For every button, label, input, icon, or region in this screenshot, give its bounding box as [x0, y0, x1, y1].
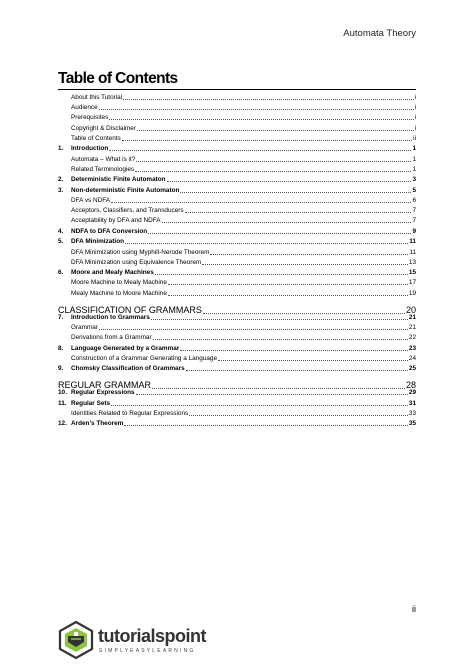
toc-dot-leader: [153, 334, 408, 340]
toc-entry-text: Related Terminologies: [71, 165, 135, 173]
toc-dot-leader: [168, 279, 408, 285]
toc-dot-leader: [168, 290, 408, 296]
toc-entry[interactable]: [58, 249, 416, 257]
logo-tagline: SIMPLYEASYLEARNING: [99, 648, 196, 654]
toc-dot-leader: [109, 114, 413, 120]
tutorialspoint-logo: [58, 618, 208, 662]
toc-entry-text: Moore Machine to Mealy Machine: [71, 279, 167, 287]
toc-entry-page: i: [414, 94, 416, 101]
toc-entry-page: 9: [412, 227, 416, 235]
toc-entry-text: Deterministic Finite Automaton: [71, 176, 166, 184]
toc-entry-number: 6.: [58, 269, 64, 277]
toc-entry-page: 3: [412, 176, 416, 184]
toc-dot-leader: [135, 166, 411, 172]
toc-entry-text: About this Tutorial: [71, 94, 123, 101]
toc-entry-text: REGULAR GRAMMAR: [58, 380, 152, 391]
toc-entry-text: Derivations from a Grammar: [71, 334, 152, 341]
toc-chapter-entry[interactable]: [58, 365, 416, 373]
toc-entry-page: 6: [412, 196, 416, 204]
toc-entry-text: Acceptors, Classifiers, and Transducers: [71, 207, 184, 215]
tutorialspoint-logo-icon: [58, 620, 94, 660]
toc-entry[interactable]: [58, 166, 416, 174]
toc-entry-page: 1: [412, 145, 416, 153]
toc-dot-leader: [123, 94, 413, 100]
toc-entry-text: DFA Minimization using Myphill-Nerode Theorem: [71, 248, 210, 256]
toc-entry-number: 1.: [58, 145, 64, 153]
toc-dot-leader: [186, 365, 408, 371]
toc-dot-leader: [210, 249, 408, 255]
toc-dot-leader: [137, 125, 414, 131]
toc-entry-number: 5.: [58, 238, 64, 246]
toc-dot-leader: [203, 306, 405, 314]
toc-entry-text: Table of Contents: [71, 134, 121, 142]
toc-dot-leader: [111, 400, 408, 406]
toc-entry-number: 11.: [58, 399, 67, 407]
toc-entry-text: Non-deterministic Finite Automaton: [71, 186, 180, 194]
toc-entry-page: 24: [408, 354, 416, 362]
toc-entry-page: 21: [408, 323, 416, 331]
toc-entry[interactable]: [58, 355, 416, 363]
toc-entry-text: Construction of a Grammar Generating a Language: [71, 354, 218, 362]
toc-dot-leader: [136, 156, 411, 162]
toc-chapter-entry[interactable]: [58, 400, 416, 408]
toc-entry-page: 15: [408, 269, 416, 277]
toc-dot-leader: [189, 410, 408, 416]
toc-entry-text: Acceptability by DFA and NDFA: [71, 217, 161, 225]
toc-entry-page: i: [414, 124, 416, 132]
toc-chapter-entry[interactable]: [58, 145, 416, 153]
toc-entry[interactable]: [58, 290, 416, 298]
toc-dot-leader: [148, 228, 411, 234]
toc-entry-page: 33: [408, 409, 416, 417]
toc-entry-page: 13: [408, 258, 416, 266]
toc-entry-page: 23: [408, 344, 416, 352]
toc-entry-page: 21: [408, 313, 416, 321]
toc-entry-page: 1: [412, 165, 416, 173]
toc-entry-text: Moore and Mealy Machines: [71, 269, 154, 277]
toc-chapter-entry[interactable]: [58, 345, 416, 353]
toc-entry-text: Mealy Machine to Moore Machine: [71, 289, 167, 297]
toc-entry-text: Language Generated by a Grammar: [71, 344, 180, 352]
toc-entry-text: Prerequisites: [71, 114, 109, 122]
logo-wordmark: tutorialspoint: [98, 626, 206, 646]
toc-entry[interactable]: [58, 125, 416, 133]
toc-entry-text: Introduction: [71, 145, 109, 153]
toc-dot-leader: [124, 420, 408, 426]
toc-entry-page: 20: [405, 304, 416, 315]
toc-entry-number: 10.: [58, 389, 67, 397]
toc-entry[interactable]: [58, 279, 416, 287]
toc-entry-page: 31: [408, 399, 416, 407]
toc-entry[interactable]: [58, 334, 416, 342]
toc-dot-leader: [111, 197, 411, 203]
toc-chapter-entry[interactable]: [58, 420, 416, 428]
toc-entry-page: 25: [408, 365, 416, 373]
toc-dot-leader: [109, 145, 411, 151]
toc-entry[interactable]: [58, 156, 416, 164]
toc-entry-page: 7: [412, 217, 416, 225]
toc-entry-number: 4.: [58, 227, 64, 235]
toc-entry-page: 17: [408, 279, 416, 287]
toc-dot-leader: [122, 135, 412, 141]
toc-dot-leader: [162, 217, 412, 223]
toc-entry-text: Grammar: [71, 323, 98, 331]
toc-entry[interactable]: [58, 94, 416, 102]
toc-entry[interactable]: [58, 114, 416, 122]
running-header: Automata Theory: [343, 28, 416, 39]
toc-entry-page: 1: [412, 155, 416, 163]
toc-entry-text: Automata – What is it?: [71, 155, 136, 163]
toc-entry-page: ii: [413, 134, 416, 142]
toc-entry-page: i: [414, 114, 416, 122]
toc-entry[interactable]: [58, 324, 416, 332]
page-number: ii: [412, 604, 416, 614]
toc-entry-number: 7.: [58, 313, 64, 321]
toc-entry-number: 3.: [58, 186, 64, 194]
toc-entry[interactable]: [58, 217, 416, 225]
toc-chapter-entry[interactable]: [58, 187, 416, 195]
toc-entry-number: 2.: [58, 176, 64, 184]
toc-title: Table of Contents: [58, 70, 416, 90]
toc-dot-leader: [180, 345, 408, 351]
toc-chapter-entry[interactable]: [58, 389, 416, 397]
toc-chapter-entry[interactable]: [58, 176, 416, 184]
toc-dot-leader: [136, 389, 408, 395]
toc-chapter-entry[interactable]: [58, 228, 416, 236]
toc-dot-leader: [202, 259, 408, 265]
toc-dot-leader: [167, 176, 412, 182]
toc-entry-page: 29: [408, 389, 416, 397]
toc-entry[interactable]: [58, 207, 416, 215]
toc-entry-text: Introduction to Grammars: [71, 313, 150, 321]
toc-dot-leader: [125, 238, 408, 244]
toc-entry-text: Arden’s Theorem: [71, 420, 124, 428]
toc-entry-page: 22: [408, 334, 416, 341]
toc-dot-leader: [180, 187, 411, 193]
toc-chapter-entry[interactable]: [58, 238, 416, 246]
toc-chapter-entry[interactable]: [58, 314, 416, 322]
toc-entry-text: CLASSIFICATION OF GRAMMARS: [58, 304, 202, 315]
toc-entry-page: 35: [408, 420, 416, 428]
toc-dot-leader: [185, 207, 412, 213]
toc-entry-page: 11: [409, 238, 416, 246]
toc-dot-leader: [99, 324, 408, 330]
toc-dot-leader: [99, 104, 414, 110]
toc-entry-page: 19: [408, 289, 416, 297]
toc-entry[interactable]: [58, 104, 416, 112]
toc-entry-text: Regular Expressions: [71, 389, 135, 397]
toc-entry-page: 11: [409, 248, 416, 256]
toc-entry-text: Chomsky Classification of Grammars: [71, 365, 185, 373]
toc-entry-text: NDFA to DFA Conversion: [71, 227, 148, 235]
toc-entry[interactable]: [58, 410, 416, 418]
toc-dot-leader: [218, 355, 408, 361]
toc-entry-number: 9.: [58, 365, 64, 373]
toc-entry-page: 28: [405, 380, 416, 391]
toc-entry-page: i: [414, 104, 416, 112]
toc-entry[interactable]: [58, 135, 416, 143]
toc-entry-text: DFA Minimization using Equivalence Theorem: [71, 258, 202, 266]
toc-entry-text: Identities Related to Regular Expressions: [71, 409, 189, 417]
toc-entry[interactable]: [58, 197, 416, 205]
toc-entry-text: DFA Minimization: [71, 238, 125, 246]
toc-entry-number: 12.: [58, 420, 67, 428]
toc-dot-leader: [155, 269, 408, 275]
toc-entry-text: Copyright & Disclaimer: [71, 124, 136, 132]
toc-entry-page: 5: [412, 186, 416, 194]
toc-dot-leader: [151, 314, 408, 320]
toc-entry-text: Audience: [71, 104, 98, 112]
toc-entry-number: 8.: [58, 344, 64, 352]
toc-dot-leader: [152, 381, 405, 389]
toc-entry-text: Regular Sets: [71, 399, 111, 407]
toc-entry-page: 7: [412, 207, 416, 215]
toc-entry[interactable]: [58, 259, 416, 267]
toc-entry-text: DFA vs NDFA: [71, 196, 111, 204]
toc-chapter-entry[interactable]: [58, 269, 416, 277]
